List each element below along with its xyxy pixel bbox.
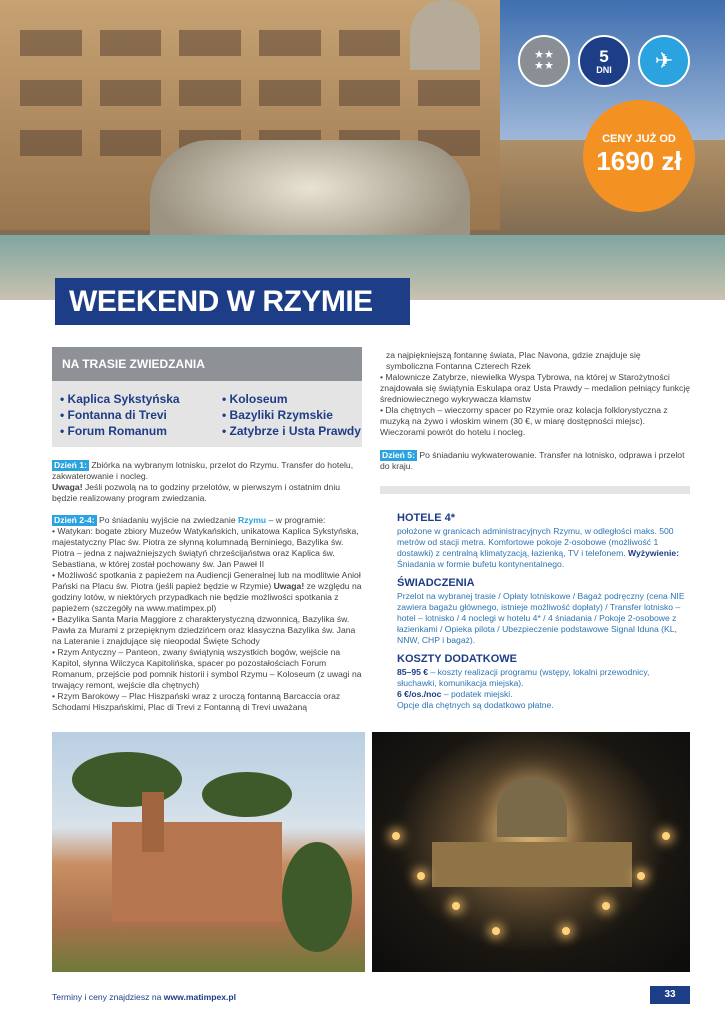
list-item: • Dla chętnych – wieczorny spacer po Rzymie oraz kolacja folklorystyczna z muzyką na żywo i włoskim winem (30 €, w miarę dostępności miejsc). — [380, 405, 668, 426]
warning-label: Uwaga! — [273, 581, 305, 591]
star-icon: ★★ — [534, 49, 554, 61]
page-number: 33 — [650, 986, 690, 1004]
food-label: Wyżywienie: — [628, 548, 679, 558]
services-header: ŚWIADCZENIA — [397, 577, 475, 589]
cost-amount: 85–95 € — [397, 667, 429, 677]
day-tag: Dzień 5: — [382, 450, 415, 460]
services-text: Przelot na wybranej trasie / Opłaty lotniskowe / Bagaż podręczny (cena NIE zawiera bagażu głównego, istnieje możliwość dopłaty) / Transfer lotnisko – hotel – lotnisko / 4 noclegi w hotelu 4* / 4 śniadania / Pokoje 2-osobowe z łazienkami / Opieka pilota / Ubezpieczenie podstawowe Signal Iduna (KL, NNW, CHP i bagaż). — [397, 591, 685, 645]
day1-section — [52, 460, 362, 504]
photo-st-peters-night — [372, 732, 690, 972]
day-text: Po śniadaniu wykwaterowanie. Transfer na lotnisko, odprawa i przelot do kraju. — [380, 450, 685, 471]
hotel-header: HOTELE 4* — [397, 512, 456, 524]
church-dome — [410, 0, 480, 70]
warning-text: Jeśli pozwolą na to godziny przelotów, w pierwszym i ostatnim dniu będzie realizowany program zwiedzania. — [52, 482, 341, 503]
route-list — [60, 391, 180, 439]
day2-4-section — [52, 515, 362, 713]
days-label: DNI — [596, 64, 612, 75]
list-item: • Koloseum — [222, 392, 288, 406]
footer-text: Terminy i ceny znajdziesz na — [52, 992, 162, 1002]
list-item: • Fontanna di Trevi — [60, 408, 167, 422]
list-item: • Możliwość spotkania z papieżem na Audiencji Generalnej lub na modlitwie Anioł Pański na Placu św. Piotra (jeśli papież będzie w Rzymie) — [52, 570, 361, 591]
price-label: CENY JUŻ OD — [602, 133, 676, 145]
page-title: WEEKEND W RZYMIE — [55, 278, 410, 325]
info-section — [397, 513, 687, 711]
hotel-rating-badge — [518, 35, 570, 87]
list-item: • Bazylika Santa Maria Maggiore z charakterystyczną dzwonnicą, Bazylika św. Pawła za Murami z przepięknym dziedzińcem oraz klasyczna Bazylika św. Jana na Lateranie i znajdujące się nieopodal Święte Schody — [52, 614, 356, 646]
photo-basilica-with-pines — [52, 732, 365, 972]
day-text: – w programie: — [268, 515, 326, 525]
day-text: Po śniadaniu wyjście na zwiedzanie — [98, 515, 236, 525]
day-tag: Dzień 1: — [54, 460, 87, 470]
day-tag: Dzień 2-4: — [54, 515, 95, 525]
list-item: • Malownicze Zatybrze, niewielka Wyspa Tybrowa, na której w Starożytności znajdowała się świątynia Eskulapa oraz Usta Prawdy – medalion pełniący funkcję średniowiecznego wykrywacza kłamstw — [380, 372, 691, 404]
warning-text: ze względu na godziny lotów, w niektórych przypadkach nie będzie możliwości spotkania z papieżem (szczegóły na www.matimpex.pl) — [52, 581, 362, 613]
list-item: • Watykan: bogate zbiory Muzeów Watykańskich, unikatowa Kaplica Sykstyńska, majestatyczny Plac św. Piotra ze słynną kolumnadą Berniniego, Bazylika św. Piotra – jedna z najważniejszych świątyń chrześcijaństwa oraz Kaplica św. Sebastiana, w której został pochowany św. Jan Paweł II — [52, 526, 359, 569]
route-box — [52, 347, 362, 447]
hotel-description: położone w granicach administracyjnych Rzymu, w odległości maks. 500 metrów od stacji metra. Komfortowe pokoje 2-osobowe (możliwość 1 dostawki) z centralną klimatyzacją, łazienką, TV i telefonem. — [397, 526, 674, 558]
list-item: • Kaplica Sykstyńska — [60, 392, 180, 406]
costs-text — [397, 667, 687, 711]
cost-amount: 6 €/os./noc — [397, 689, 442, 699]
day2-4-continued — [380, 350, 690, 438]
route-header: NA TRASIE ZWIEDZANIA — [52, 347, 362, 381]
list-item: • Rzym Antyczny – Panteon, zwany świątynią wszystkich bogów, wejście na Kapitol, słynna Wilczyca Kapitolińska, spacer po pozostałościach Forum Romanum, przejście pod pomnik historii i symbol Rzymu – Koloseum (z uwagi na trwający remont, wejście dla chętnych) — [52, 647, 362, 690]
footer — [52, 992, 236, 1002]
day5-section — [380, 450, 690, 472]
footer-link[interactable]: www.matimpex.pl — [163, 992, 237, 1002]
list-item: • Forum Romanum — [60, 424, 167, 438]
divider — [380, 486, 690, 494]
list-item: • Zatybrze i Usta Prawdy — [222, 424, 361, 438]
days-badge — [578, 35, 630, 87]
city-name: Rzymu — [238, 515, 267, 525]
text-continuation: za najpiękniejszą fontannę świata, Plac Navona, gdzie znajduje się symboliczna Fontanna Czterech Rzek — [386, 350, 641, 371]
hotel-text — [397, 526, 687, 570]
list-item: • Bazyliki Rzymskie — [222, 408, 333, 422]
day-text: Zbiórka na wybranym lotnisku, przelot do Rzymu. Transfer do hotelu, zakwaterowanie i nocleg. — [52, 460, 354, 481]
price-value: 1690 zł — [596, 146, 682, 176]
food-text: Śniadania w formie bufetu kontynentalnego. — [397, 559, 565, 569]
evening-text: Wieczorami powrót do hotelu i nocleg. — [380, 427, 526, 437]
star-icon: ★★ — [534, 60, 554, 72]
costs-header: KOSZTY DODATKOWE — [397, 653, 517, 665]
price-badge — [583, 100, 695, 212]
cost-note: Opcje dla chętnych są dodatkowo płatne. — [397, 700, 554, 710]
cost-description: – podatek miejski. — [443, 689, 513, 699]
warning-label: Uwaga! — [52, 482, 83, 492]
cost-description: – koszty realizacji programu (wstępy, lokalni przewodnicy, słuchawki, komunikacja miejska). — [397, 667, 650, 688]
days-number: 5 — [599, 46, 609, 66]
route-list — [222, 391, 361, 439]
list-item: • Rzym Barokowy – Plac Hiszpański wraz z uroczą fontanną Barcaccia oraz Schodami Hiszpańskimi, Plac di Trevi z Fontanną di Trevi uważaną — [52, 691, 341, 712]
plane-icon: ✈ — [638, 35, 690, 87]
